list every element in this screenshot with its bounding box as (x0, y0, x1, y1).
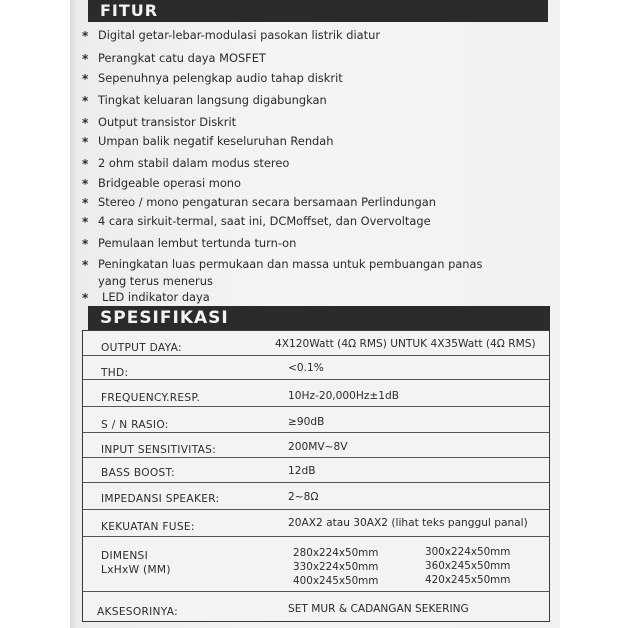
table-row: AKSESORINYA: SET MUR & CADANGAN SEKERING (97, 603, 469, 618)
bullet-star-icon: * (82, 29, 89, 43)
bullet-star-icon: * (82, 52, 89, 66)
bullet-star-icon: * (82, 215, 89, 229)
table-row: INPUT SENSITIVITAS: 200MV~8V (83, 433, 549, 458)
bullet-star-icon: * (82, 72, 89, 86)
bullet-star-icon: * (82, 258, 89, 272)
table-row: S / N RASIO: ≥90dB (83, 407, 549, 433)
bullet-star-icon: * (82, 135, 89, 149)
spesifikasi-title: SPESIFIKASI (100, 308, 229, 328)
table-row: KEKUATAN FUSE: 20AX2 atau 30AX2 (lihat teks panggul panal) (83, 510, 549, 537)
bullet-star-icon: * (82, 116, 89, 130)
table-row: BASS BOOST: 12dB (83, 458, 549, 483)
bullet-star-icon: * (82, 291, 89, 305)
spec-table (82, 330, 550, 622)
table-row: OUTPUT DAYA: 4X120Watt (4Ω RMS) UNTUK 4X35Watt (4Ω RMS) (83, 331, 549, 356)
fitur-title: FITUR (100, 1, 159, 20)
bullet-star-icon: * (82, 157, 89, 171)
table-row: THD: <0.1% (83, 356, 549, 380)
spec-sheet: FITUR * Digital getar-lebar-modulasi pasokan listrik diatur * Perangkat catu daya MOSFET * Sepenuhnya pelengkap audio tahap diskrit * Tingkat keluaran langsung digabungkan * Output transistor Diskrit * Umpan balik negatif keseluruhan Rendah * 2 ohm stabil dalam modus stereo * Bridgeable operasi mono * Stereo / mono pengaturan secara bersamaan Perlindungan * 4 cara sirkuit-termal, saat ini, DCMoffset, dan Overvoltage * Pemulaan lembut tertunda turn-on * Peningkatan luas permukaan dan massa untuk pembuangan panas yang terus menerus * LED indikator daya SPESIFIKASI OUTPUT DAYA: 4X120Watt (4Ω RMS) UNTUK 4X35Watt (4Ω RMS) THD: <0.1% FREQUENCY.RESP. 10Hz-20,000Hz±1dB S / N RASIO: ≥90dB INPUT SENSITIVITAS: 200MV~8V BASS BOOST: 12dB IMPEDANSI SPEAKER: 2~8Ω KEKUATAN FUSE: 20AX2 atau 30AX2 (lihat teks panggul panal) DIMENSI LxHxW (MM) 280x224x50mm 300x224x50mm 330x224x50mm 360x245x50mm 400x245x50mm 420x245x50mm AKSESORINYA: SET MUR & CADANGAN SEKERING (70, 0, 560, 628)
bullet-star-icon: * (82, 196, 89, 210)
table-row: IMPEDANSI SPEAKER: 2~8Ω (83, 483, 549, 510)
spesifikasi-header (88, 306, 550, 330)
page-edge-shadow (70, 0, 78, 628)
table-row: FREQUENCY.RESP. 10Hz-20,000Hz±1dB (83, 380, 549, 407)
bullet-star-icon: * (82, 94, 89, 108)
bullet-star-icon: * (82, 237, 89, 251)
fitur-header (88, 0, 548, 22)
table-row-dimensi: DIMENSI LxHxW (MM) 280x224x50mm 300x224x50mm 330x224x50mm 360x245x50mm 400x245x50mm 420x245x50mm (83, 537, 549, 592)
bullet-star-icon: * (82, 177, 89, 191)
